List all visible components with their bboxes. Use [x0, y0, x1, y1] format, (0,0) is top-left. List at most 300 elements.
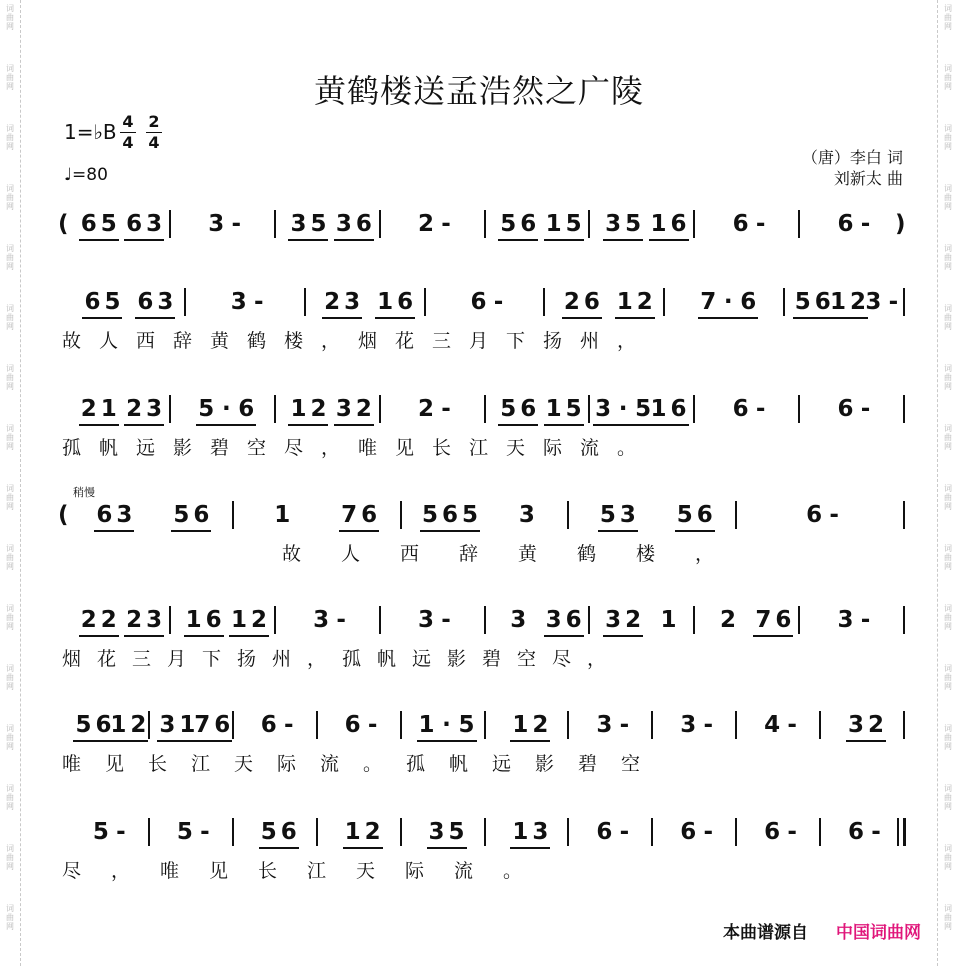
- bar-line: [232, 818, 234, 846]
- dash-sustain: -: [367, 712, 378, 738]
- note-digit: 3: [146, 211, 163, 237]
- eighth-underline: [427, 847, 467, 849]
- note-digit: 1: [100, 396, 117, 422]
- time-sig-bottom: 4: [122, 133, 134, 152]
- note-digit: 6: [848, 819, 865, 845]
- bar-line: [651, 711, 653, 739]
- bar-line: [484, 711, 486, 739]
- watermark-text: 词 曲 网: [944, 244, 952, 271]
- note-digit: 1: [616, 289, 633, 315]
- note-digit: 6: [732, 396, 749, 422]
- note-digit: 6: [355, 211, 372, 237]
- note-digit: 6: [397, 289, 414, 315]
- note-digit: 5: [635, 396, 652, 422]
- note-digit: 1: [545, 211, 562, 237]
- note-digit: 6: [137, 289, 154, 315]
- note-digit: 5: [198, 396, 215, 422]
- note-digit: 1: [231, 607, 248, 633]
- note-digit: 6: [96, 502, 113, 528]
- note-digit: 2: [532, 712, 549, 738]
- note-digit: 6: [565, 607, 582, 633]
- eighth-underline: [793, 317, 833, 319]
- eighth-underline: [753, 635, 793, 637]
- eighth-underline: [698, 317, 758, 319]
- note-digit: 1: [830, 289, 847, 315]
- eighth-underline: [79, 424, 119, 426]
- watermark-text: 词 曲 网: [944, 484, 952, 511]
- bar-line: [903, 395, 905, 423]
- note-digit: 2: [850, 289, 867, 315]
- eighth-underline: [288, 239, 328, 241]
- watermark-text: 词 曲 网: [6, 64, 14, 91]
- note-digit: 1: [650, 211, 667, 237]
- eighth-underline: [562, 317, 602, 319]
- note-digit: 3: [116, 502, 133, 528]
- watermark-text: 词 曲 网: [6, 844, 14, 871]
- note-digit: 2: [355, 396, 372, 422]
- dot-extension: ·: [442, 712, 451, 738]
- bar-line: [735, 501, 737, 529]
- eighth-underline: [184, 635, 224, 637]
- note-digit: 3: [837, 607, 854, 633]
- dash-sustain: -: [703, 819, 714, 845]
- bar-line: [693, 606, 695, 634]
- eighth-underline: [171, 530, 211, 532]
- source-label: 本曲谱源自: [723, 923, 808, 943]
- note-digit: 6: [470, 289, 487, 315]
- note-digit: 5: [173, 502, 190, 528]
- note-digit: 2: [636, 289, 653, 315]
- note-digit: 3: [146, 396, 163, 422]
- eighth-underline: [544, 239, 584, 241]
- note-digit: 5: [599, 502, 616, 528]
- lyrics-line: 尽，唯见长江天际流。: [62, 860, 553, 882]
- bar-line: [484, 818, 486, 846]
- eighth-underline: [229, 635, 269, 637]
- watermark-text: 词 曲 网: [944, 664, 952, 691]
- time-signature-4-4: [120, 112, 136, 153]
- dash-sustain: -: [787, 819, 797, 845]
- note-digit: 3: [146, 607, 163, 633]
- bar-line: [663, 288, 665, 316]
- bar-line: [484, 210, 486, 238]
- watermark-text: 词 曲 网: [944, 544, 952, 571]
- eighth-underline: [846, 740, 886, 742]
- note-digit: 3: [605, 211, 622, 237]
- watermark-text: 词 曲 网: [944, 304, 952, 331]
- eighth-underline: [498, 424, 538, 426]
- note-digit: 6: [680, 819, 697, 845]
- watermark-text: 词 曲 网: [6, 544, 14, 571]
- note-digit: 6: [806, 502, 823, 528]
- eighth-underline: [544, 635, 584, 637]
- note-digit: 5: [625, 211, 642, 237]
- watermark-text: 词 曲 网: [944, 784, 952, 811]
- note-digit: 5: [448, 819, 465, 845]
- bar-line: [819, 818, 821, 846]
- dash-sustain: -: [860, 607, 871, 633]
- note-digit: 1: [290, 396, 307, 422]
- bar-line: [400, 818, 402, 846]
- watermark-text: 词 曲 网: [6, 904, 14, 931]
- note-digit: 2: [130, 712, 147, 738]
- note-digit: 2: [310, 396, 327, 422]
- note-digit: 3: [335, 211, 352, 237]
- dash-sustain: -: [860, 396, 871, 422]
- dash-sustain: -: [336, 607, 346, 633]
- eighth-underline: [420, 530, 480, 532]
- watermark-text: 词 曲 网: [944, 904, 952, 931]
- eighth-underline: [339, 530, 379, 532]
- dash-sustain: -: [829, 502, 839, 528]
- note-digit: 6: [80, 211, 97, 237]
- bar-line: [798, 210, 800, 238]
- dash-sustain: -: [441, 396, 451, 422]
- dash-sustain: -: [703, 712, 714, 738]
- bar-line: [903, 501, 905, 529]
- note-digit: 1: [274, 502, 291, 528]
- watermark-text: 词 曲 网: [6, 364, 14, 391]
- note-digit: 1: [650, 396, 667, 422]
- note-digit: 2: [126, 396, 143, 422]
- bar-line: [735, 711, 737, 739]
- note-digit: 6: [583, 289, 600, 315]
- eighth-underline: [615, 317, 655, 319]
- bar-line: [484, 395, 486, 423]
- note-digit: 6: [95, 712, 112, 738]
- eighth-underline: [544, 424, 584, 426]
- bar-line: [169, 606, 171, 634]
- bar-line: [274, 395, 276, 423]
- note-digit: 3: [208, 211, 225, 237]
- note-digit: 3: [428, 819, 445, 845]
- note-digit: 1: [185, 607, 202, 633]
- note-digit: 2: [324, 289, 341, 315]
- note-digit: 3: [290, 211, 307, 237]
- close-paren: ): [895, 211, 906, 237]
- note-digit: 5: [500, 396, 517, 422]
- note-digit: 3: [865, 289, 882, 315]
- note-digit: 6: [814, 289, 831, 315]
- eighth-underline: [196, 424, 256, 426]
- song-title: 黄鹤楼送孟浩然之广陵: [313, 72, 644, 110]
- time-sig-top: 2: [146, 112, 162, 133]
- source-site-link[interactable]: 中国词曲网: [836, 923, 921, 943]
- lyrics-line: 故人西辞黄鹤楼，: [282, 543, 755, 565]
- note-digit: 6: [764, 819, 781, 845]
- bar-line: [798, 395, 800, 423]
- bar-line: [424, 288, 426, 316]
- time-sig-top: 4: [120, 112, 136, 133]
- note-digit: 1: [545, 396, 562, 422]
- note-digit: 5: [565, 396, 582, 422]
- note-digit: 3: [532, 819, 549, 845]
- note-digit: 6: [126, 211, 143, 237]
- note-digit: 6: [670, 396, 687, 422]
- note-digit: 2: [625, 607, 642, 633]
- eighth-underline: [124, 239, 164, 241]
- eighth-underline: [828, 317, 868, 319]
- eighth-underline: [108, 740, 148, 742]
- note-digit: 1: [512, 712, 529, 738]
- bar-line: [588, 210, 590, 238]
- eighth-underline: [603, 239, 643, 241]
- eighth-underline: [79, 635, 119, 637]
- dot-extension: ·: [221, 396, 231, 422]
- eighth-underline: [79, 239, 119, 241]
- watermark-text: 词 曲 网: [6, 4, 14, 31]
- eighth-underline: [649, 239, 689, 241]
- note-digit: 5: [794, 289, 811, 315]
- note-digit: 6: [740, 289, 757, 315]
- note-digit: 5: [458, 712, 475, 738]
- note-digit: 6: [238, 396, 255, 422]
- dash-sustain: -: [871, 819, 881, 845]
- note-digit: 6: [84, 289, 101, 315]
- note-digit: 3: [595, 396, 612, 422]
- note-digit: 3: [418, 607, 435, 633]
- note-digit: 3: [313, 607, 330, 633]
- watermark-text: 词 曲 网: [6, 184, 14, 211]
- bar-line: [543, 288, 545, 316]
- watermark-text: 词 曲 网: [944, 124, 952, 151]
- bar-line: [693, 210, 695, 238]
- eighth-underline: [124, 424, 164, 426]
- note-digit: 3: [680, 712, 697, 738]
- eighth-underline: [334, 424, 374, 426]
- eighth-underline: [82, 317, 122, 319]
- bar-line: [588, 395, 590, 423]
- eighth-underline: [498, 239, 538, 241]
- note-digit: 2: [563, 289, 580, 315]
- left-watermark-strip: [0, 0, 21, 966]
- note-digit: 2: [418, 396, 435, 422]
- eighth-underline: [124, 635, 164, 637]
- final-bar-line: [903, 818, 906, 846]
- dash-sustain: -: [116, 819, 126, 845]
- watermark-text: 词 曲 网: [6, 784, 14, 811]
- note-digit: 5: [676, 502, 693, 528]
- note-digit: 3: [596, 712, 613, 738]
- note-digit: 5: [100, 211, 117, 237]
- note-digit: 3: [848, 712, 865, 738]
- dash-sustain: -: [755, 211, 766, 237]
- note-digit: 6: [696, 502, 713, 528]
- bar-line: [735, 818, 737, 846]
- watermark-text: 词 曲 网: [6, 484, 14, 511]
- lyrics-line: 孤帆远影碧空尽，唯见长江天际流。: [62, 437, 655, 459]
- note-digit: 1: [512, 819, 529, 845]
- note-digit: 5: [92, 819, 109, 845]
- note-digit: 6: [837, 211, 854, 237]
- bar-line: [274, 606, 276, 634]
- eighth-underline: [322, 317, 362, 319]
- note-digit: 2: [80, 607, 97, 633]
- note-digit: 5: [500, 211, 517, 237]
- note-digit: 3: [518, 502, 535, 528]
- eighth-underline: [598, 530, 638, 532]
- note-digit: 7: [700, 289, 717, 315]
- bar-line: [379, 395, 381, 423]
- bar-line: [903, 711, 905, 739]
- bar-line: [232, 501, 234, 529]
- key-signature: 1=♭B: [64, 120, 117, 144]
- open-paren: (: [58, 502, 69, 528]
- note-digit: 1: [110, 712, 127, 738]
- dash-sustain: -: [200, 819, 210, 845]
- dot-extension: ·: [723, 289, 733, 315]
- watermark-text: 词 曲 网: [944, 364, 952, 391]
- note-digit: 2: [100, 607, 117, 633]
- bar-line: [169, 210, 171, 238]
- eighth-underline: [135, 317, 175, 319]
- note-digit: 1: [377, 289, 394, 315]
- bar-line: [379, 606, 381, 634]
- watermark-text: 词 曲 网: [6, 244, 14, 271]
- bar-line: [316, 711, 318, 739]
- note-digit: 6: [670, 211, 687, 237]
- bar-line: [588, 606, 590, 634]
- note-digit: 3: [545, 607, 562, 633]
- eighth-underline: [375, 317, 415, 319]
- bar-line: [148, 818, 150, 846]
- watermark-text: 词 曲 网: [944, 184, 952, 211]
- tempo-change-marking: 稍慢: [73, 486, 95, 499]
- eighth-underline: [192, 740, 232, 742]
- dash-sustain: -: [755, 396, 766, 422]
- bar-line: [400, 501, 402, 529]
- note-digit: 2: [126, 607, 143, 633]
- lyrics-line: 故人西辞黄鹤楼，烟花三月下扬州，: [62, 330, 655, 352]
- watermark-text: 词 曲 网: [944, 604, 952, 631]
- note-digit: 3: [159, 712, 176, 738]
- note-digit: 5: [422, 502, 439, 528]
- bar-line: [316, 818, 318, 846]
- note-digit: 5: [565, 211, 582, 237]
- note-digit: 6: [344, 712, 361, 738]
- note-digit: 1: [660, 607, 677, 633]
- note-digit: 3: [510, 607, 527, 633]
- watermark-text: 词 曲 网: [6, 124, 14, 151]
- note-digit: 2: [364, 819, 381, 845]
- note-digit: 6: [280, 819, 297, 845]
- watermark-text: 词 曲 网: [6, 724, 14, 751]
- note-digit: 5: [260, 819, 277, 845]
- note-digit: 6: [596, 819, 613, 845]
- note-digit: 6: [260, 712, 277, 738]
- note-digit: 5: [462, 502, 479, 528]
- note-digit: 2: [80, 396, 97, 422]
- note-digit: 2: [868, 712, 885, 738]
- bar-line: [169, 395, 171, 423]
- note-digit: 6: [205, 607, 222, 633]
- dash-sustain: -: [441, 211, 451, 237]
- bar-line: [897, 818, 899, 846]
- watermark-text: 词 曲 网: [944, 844, 952, 871]
- dash-sustain: -: [493, 289, 504, 315]
- note-digit: 5: [310, 211, 327, 237]
- bar-line: [693, 395, 695, 423]
- watermark-text: 词 曲 网: [944, 4, 952, 31]
- eighth-underline: [649, 424, 689, 426]
- dash-sustain: -: [231, 211, 242, 237]
- note-digit: 6: [775, 607, 792, 633]
- watermark-text: 词 曲 网: [944, 724, 952, 751]
- note-digit: 3: [619, 502, 636, 528]
- watermark-text: 词 曲 网: [6, 424, 14, 451]
- lyrics-line: 烟花三月下扬州，孤帆远影碧空尽，: [62, 648, 623, 670]
- note-digit: 2: [251, 607, 268, 633]
- watermark-text: 词 曲 网: [944, 64, 952, 91]
- note-digit: 6: [361, 502, 378, 528]
- dash-sustain: -: [441, 607, 451, 633]
- time-sig-bottom: 4: [148, 133, 160, 152]
- bar-line: [400, 711, 402, 739]
- bar-line: [304, 288, 306, 316]
- note-digit: 6: [193, 502, 210, 528]
- note-digit: 6: [214, 712, 231, 738]
- dash-sustain: -: [254, 289, 264, 315]
- note-digit: 3: [157, 289, 174, 315]
- dash-sustain: -: [888, 289, 899, 315]
- note-digit: 7: [341, 502, 358, 528]
- eighth-underline: [259, 847, 299, 849]
- note-digit: 3: [335, 396, 352, 422]
- right-watermark-strip: [937, 0, 958, 966]
- eighth-underline: [94, 530, 134, 532]
- note-digit: 1: [344, 819, 361, 845]
- dash-sustain: -: [860, 211, 871, 237]
- dash-sustain: -: [787, 712, 797, 738]
- note-digit: 6: [732, 211, 749, 237]
- bar-line: [819, 711, 821, 739]
- credits: [802, 147, 903, 189]
- bar-line: [567, 501, 569, 529]
- note-digit: 3: [344, 289, 361, 315]
- eighth-underline: [593, 424, 653, 426]
- bar-line: [274, 210, 276, 238]
- bar-line: [379, 210, 381, 238]
- time-signature-2-4: [146, 112, 162, 153]
- dash-sustain: -: [283, 712, 294, 738]
- note-digit: 7: [755, 607, 772, 633]
- note-digit: 1: [179, 712, 196, 738]
- bar-line: [567, 711, 569, 739]
- eighth-underline: [343, 847, 383, 849]
- watermark-text: 词 曲 网: [6, 304, 14, 331]
- bar-line: [783, 288, 785, 316]
- bar-line: [651, 818, 653, 846]
- note-digit: 4: [764, 712, 781, 738]
- watermark-text: 词 曲 网: [6, 604, 14, 631]
- watermark-text: 词 曲 网: [944, 424, 952, 451]
- composer-credit: 刘新太 曲: [833, 169, 903, 188]
- note-digit: 6: [442, 502, 459, 528]
- note-digit: 3: [230, 289, 247, 315]
- tempo-marking: ♩=80: [64, 165, 108, 185]
- note-digit: 5: [75, 712, 92, 738]
- dash-sustain: -: [619, 712, 630, 738]
- note-digit: 5: [176, 819, 193, 845]
- note-digit: 2: [418, 211, 435, 237]
- eighth-underline: [675, 530, 715, 532]
- bar-line: [484, 606, 486, 634]
- lyrics-line: 唯见长江天际流。孤帆远影碧空: [62, 753, 665, 775]
- eighth-underline: [603, 635, 643, 637]
- note-digit: 2: [719, 607, 736, 633]
- note-digit: 7: [194, 712, 211, 738]
- eighth-underline: [417, 740, 477, 742]
